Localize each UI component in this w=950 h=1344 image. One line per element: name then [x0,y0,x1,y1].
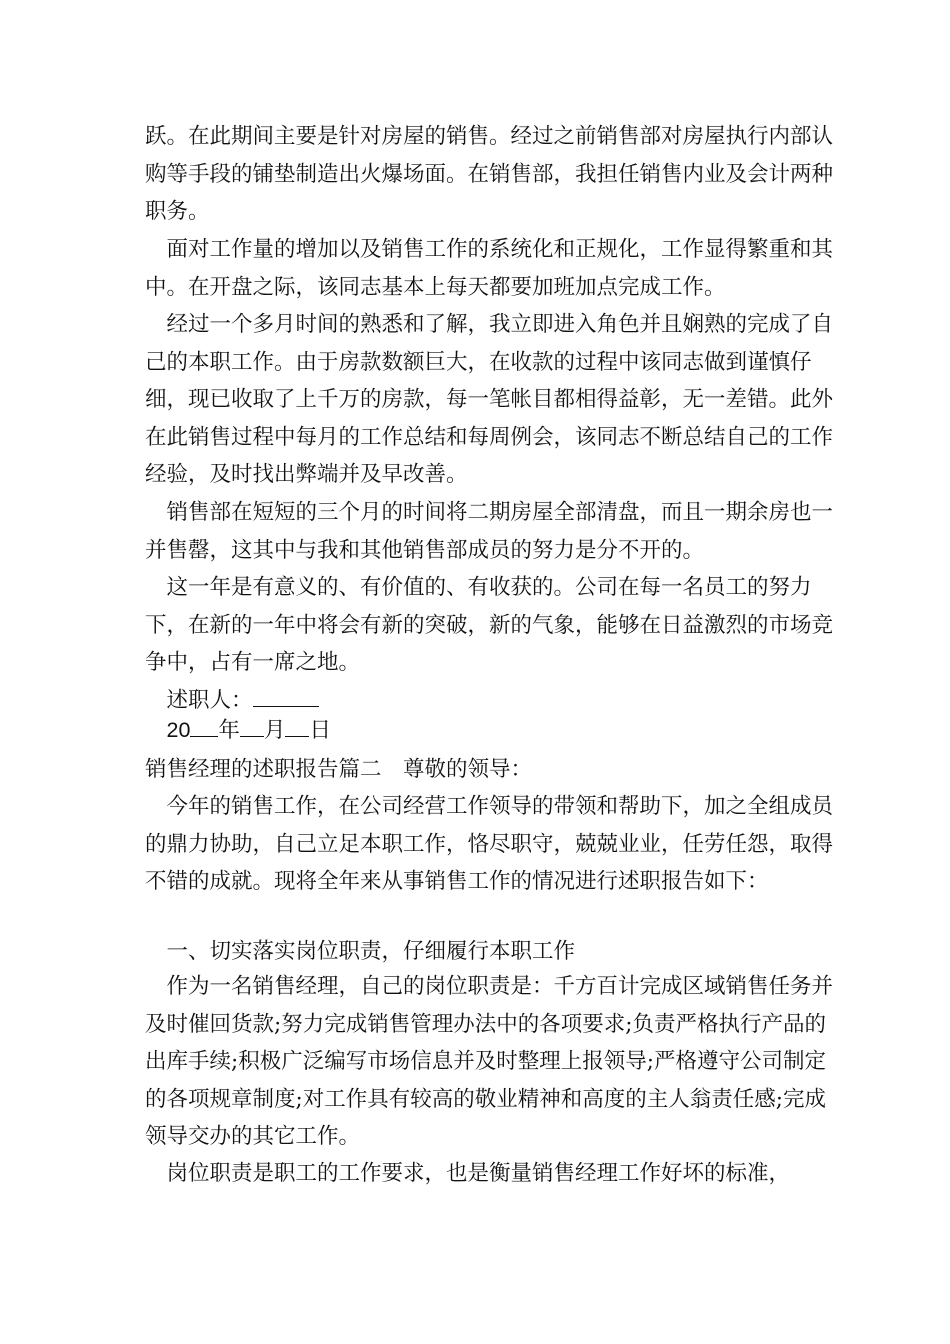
paragraph-familiarization: 经过一个多月时间的熟悉和了解，我立即进入角色并且娴熟的完成了自己的本职工作。由于房款数额巨大，在收款的过程中该同志做到谨慎仔细，现已收取了上千万的房款，每一笔帐目都相得益彰，无一差错。此外在此销售过程中每月的工作总结和每周例会，该同志不断总结自己的工作经验，及时找出弊端并及早改善。 [145,312,834,487]
paragraph-clearance: 销售部在短短的三个月的时间将二期房屋全部清盘，而且一期余房也一并售罄，这其中与我和其他销售部成员的努力是分不开的。 [145,500,834,563]
day-label: 日 [309,718,331,742]
year-blank [190,735,218,737]
paragraph-workload: 面对工作量的增加以及销售工作的系统化和正规化，工作显得繁重和其中。在开盘之际，该同志基本上每天都要加班加点完成工作。 [145,237,834,300]
paragraph-meaningful-year: 这一年是有意义的、有价值的、有收获的。公司在每一名员工的努力下，在新的一年中将会有新的突破，新的气象，能够在日益激烈的市场竞争中，占有一席之地。 [145,575,834,675]
paragraph-intro: 今年的销售工作，在公司经营工作领导的带领和帮助下，加之全组成员的鼎力协助，自己立足本职工作，恪尽职守，兢兢业业，任劳任怨，取得不错的成就。现将全年来从事销售工作的情况进行述职报告如下： [145,794,834,894]
month-blank [240,735,264,737]
date-line [145,712,835,750]
year-label: 年 [218,718,240,742]
section-heading: 销售经理的述职报告篇二 尊敬的领导： [145,757,533,782]
paragraph-duties: 作为一名销售经理，自己的岗位职责是：千方百计完成区域销售任务并及时催回货款;努力完成销售管理办法中的各项要求;负责严格执行产品的出库手续;积极广泛编写市场信息并及时整理上报领导;严格遵守公司制定的各项规章制度;对工作具有较高的敬业精神和高度的主人翁责任感;完成领导交办的其它工作。 [145,974,834,1149]
paragraph-standards: 岗位职责是职工的工作要求，也是衡量销售经理工作好坏的标准， [145,1161,791,1186]
paragraph-section-title: 一、切实落实岗位职责，仔细履行本职工作 [145,939,576,964]
signature-label: 述职人： [145,688,253,713]
month-label: 月 [263,718,286,742]
signature-blank [253,705,319,707]
date-prefix: 20 [145,718,191,742]
day-blank [285,735,309,737]
paragraph-sales-period: 跃。在此期间主要是针对房屋的销售。经过之前销售部对房屋执行内部认购等手段的铺垫制造出火爆场面。在销售部，我担任销售内业及会计两种职务。 [145,124,834,224]
